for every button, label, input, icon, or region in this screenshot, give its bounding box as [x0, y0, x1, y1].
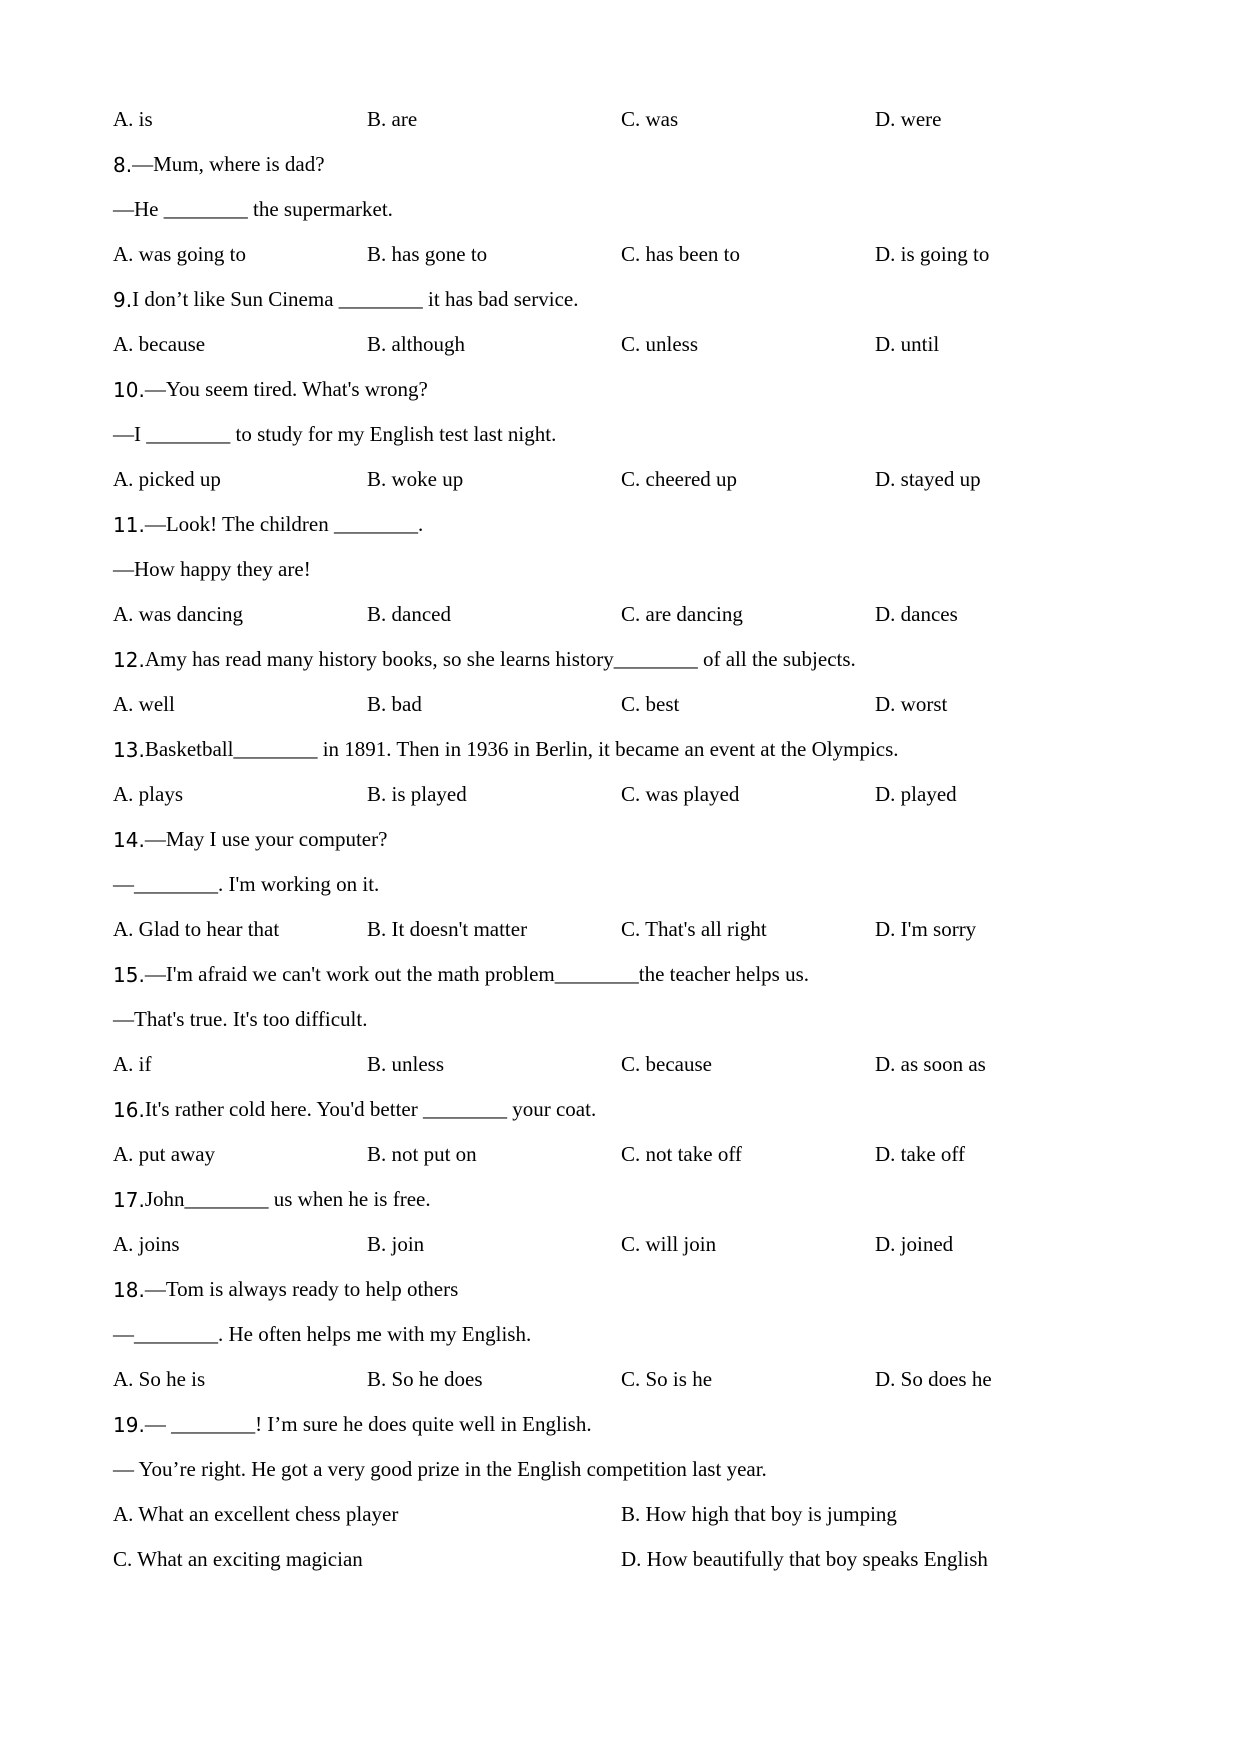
q15-options	[113, 1042, 1133, 1087]
q8-text: —Mum, where is dad?	[132, 152, 325, 176]
q19-text: — ________! I’m sure he does quite well in English.	[144, 1412, 592, 1436]
q15-option-a: A. if	[113, 1052, 152, 1076]
q8-reply-text: —He ________ the supermarket.	[113, 197, 393, 221]
q18-option-c: C. So is he	[621, 1367, 713, 1391]
q13-option-d: D. played	[875, 782, 957, 806]
q16-stem	[113, 1087, 1133, 1132]
q10-options	[113, 457, 1133, 502]
q13-options	[113, 772, 1133, 817]
q11-option-b: B. danced	[367, 602, 451, 626]
q19-options-row-1	[113, 1492, 1133, 1537]
q18-stem	[113, 1267, 1133, 1312]
q17-option-c: C. will join	[621, 1232, 717, 1256]
q10-option-c: C. cheered up	[621, 467, 738, 491]
q16-option-b: B. not put on	[367, 1142, 477, 1166]
q18-text: —Tom is always ready to help others	[144, 1277, 459, 1301]
q14-reply-text: —________. I'm working on it.	[113, 872, 380, 896]
q18-options	[113, 1357, 1133, 1402]
q14-option-c: C. That's all right	[621, 917, 767, 941]
q13-stem	[113, 727, 1133, 772]
q17-option-a: A. joins	[113, 1232, 180, 1256]
q10-option-a: A. picked up	[113, 467, 221, 491]
q8-reply	[113, 187, 1133, 232]
q7-option-d: D. were	[875, 107, 942, 131]
q10-number: 10.	[113, 377, 145, 402]
q12-text: Amy has read many history books, so she learns history________ of all the subjects.	[144, 647, 856, 671]
q11-text: —Look! The children ________.	[144, 512, 424, 536]
q15-option-b: B. unless	[367, 1052, 445, 1076]
q9-options	[113, 322, 1133, 367]
q18-number: 18.	[113, 1277, 145, 1302]
q16-option-c: C. not take off	[621, 1142, 742, 1166]
q12-options	[113, 682, 1133, 727]
q7-option-a: A. is	[113, 107, 153, 131]
q9-option-d: D. until	[875, 332, 940, 356]
q14-options	[113, 907, 1133, 952]
q9-stem	[113, 277, 1133, 322]
q16-number: 16.	[113, 1097, 145, 1122]
q19-number: 19.	[113, 1412, 145, 1437]
q19-option-c: C. What an exciting magician	[113, 1547, 363, 1571]
q17-option-d: D. joined	[875, 1232, 954, 1256]
q9-option-a: A. because	[113, 332, 206, 356]
q19-reply-text: — You’re right. He got a very good prize in the English competition last year.	[113, 1457, 767, 1481]
q14-option-a: A. Glad to hear that	[113, 917, 280, 941]
q18-option-d: D. So does he	[875, 1367, 992, 1391]
q10-stem	[113, 367, 1133, 412]
q18-reply-text: —________. He often helps me with my English.	[113, 1322, 532, 1346]
q15-reply	[113, 997, 1133, 1042]
q9-text: I don’t like Sun Cinema ________ it has bad service.	[132, 287, 579, 311]
q14-option-b: B. It doesn't matter	[367, 917, 528, 941]
q14-number: 14.	[113, 827, 145, 852]
q10-option-b: B. woke up	[367, 467, 464, 491]
q12-option-b: B. bad	[367, 692, 422, 716]
q14-option-d: D. I'm sorry	[875, 917, 977, 941]
q19-option-a: A. What an excellent chess player	[113, 1502, 399, 1526]
q12-number: 12.	[113, 647, 145, 672]
q19-options-row-2	[113, 1537, 1133, 1582]
q19-option-b: B. How high that boy is jumping	[621, 1502, 897, 1526]
q17-stem	[113, 1177, 1133, 1222]
q17-options	[113, 1222, 1133, 1267]
q13-option-c: C. was played	[621, 782, 740, 806]
q7-option-b: B. are	[367, 107, 418, 131]
q11-option-c: C. are dancing	[621, 602, 743, 626]
q12-stem	[113, 637, 1133, 682]
q19-option-d: D. How beautifully that boy speaks English	[621, 1547, 988, 1571]
q11-number: 11.	[113, 512, 145, 537]
q8-options	[113, 232, 1133, 277]
q8-number: 8.	[113, 152, 133, 177]
q9-option-c: C. unless	[621, 332, 699, 356]
q10-reply	[113, 412, 1133, 457]
q12-option-c: C. best	[621, 692, 680, 716]
q11-option-a: A. was dancing	[113, 602, 244, 626]
q16-text: It's rather cold here. You'd better ________ your coat.	[144, 1097, 597, 1121]
q18-option-a: A. So he is	[113, 1367, 206, 1391]
q14-text: —May I use your computer?	[144, 827, 388, 851]
q13-text: Basketball________ in 1891. Then in 1936 in Berlin, it became an event at the Olympics.	[144, 737, 899, 761]
q12-option-a: A. well	[113, 692, 175, 716]
q7-option-c: C. was	[621, 107, 679, 131]
q8-option-b: B. has gone to	[367, 242, 488, 266]
q15-option-c: C. because	[621, 1052, 712, 1076]
q13-option-b: B. is played	[367, 782, 467, 806]
q10-reply-text: —I ________ to study for my English test last night.	[113, 422, 557, 446]
q11-reply	[113, 547, 1133, 592]
q19-reply	[113, 1447, 1133, 1492]
q11-options	[113, 592, 1133, 637]
q8-option-c: C. has been to	[621, 242, 740, 266]
q16-option-a: A. put away	[113, 1142, 216, 1166]
q17-text: John________ us when he is free.	[144, 1187, 431, 1211]
q17-number: 17.	[113, 1187, 145, 1212]
q18-reply	[113, 1312, 1133, 1357]
q12-option-d: D. worst	[875, 692, 948, 716]
q15-number: 15.	[113, 962, 145, 987]
q15-reply-text: —That's true. It's too difficult.	[113, 1007, 368, 1031]
q10-option-d: D. stayed up	[875, 467, 981, 491]
q8-option-d: D. is going to	[875, 242, 990, 266]
q13-option-a: A. plays	[113, 782, 183, 806]
q11-reply-text: —How happy they are!	[113, 557, 311, 581]
q8-stem	[113, 142, 1133, 187]
q17-option-b: B. join	[367, 1232, 425, 1256]
q11-stem	[113, 502, 1133, 547]
q9-option-b: B. although	[367, 332, 465, 356]
q16-option-d: D. take off	[875, 1142, 965, 1166]
q15-text: —I'm afraid we can't work out the math problem________the teacher helps us.	[144, 962, 810, 986]
q7-options	[113, 97, 1133, 142]
q9-number: 9.	[113, 287, 133, 312]
q15-stem	[113, 952, 1133, 997]
question-list	[113, 97, 1133, 1582]
q14-reply	[113, 862, 1133, 907]
q8-option-a: A. was going to	[113, 242, 246, 266]
q11-option-d: D. dances	[875, 602, 958, 626]
q19-stem	[113, 1402, 1133, 1447]
q10-text: —You seem tired. What's wrong?	[144, 377, 428, 401]
q15-option-d: D. as soon as	[875, 1052, 986, 1076]
q13-number: 13.	[113, 737, 145, 762]
q16-options	[113, 1132, 1133, 1177]
q14-stem	[113, 817, 1133, 862]
q18-option-b: B. So he does	[367, 1367, 483, 1391]
